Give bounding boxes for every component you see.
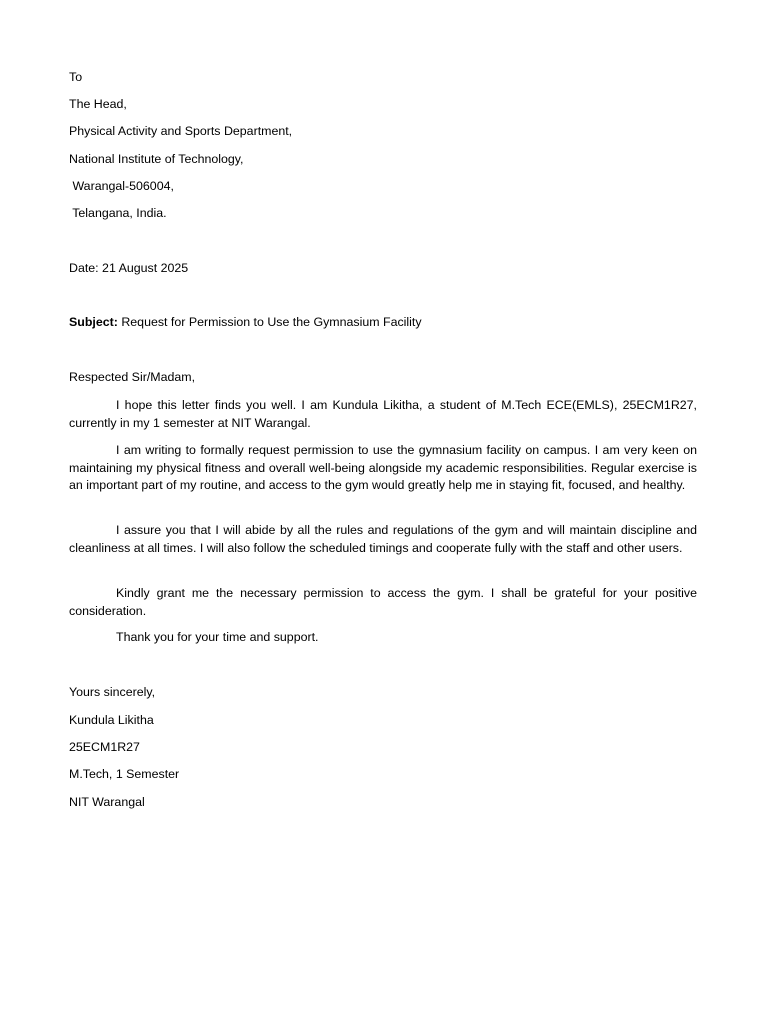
address-head: The Head,	[69, 97, 127, 111]
body-paragraph-4: Kindly grant me the necessary permission to access the gym. I shall be grateful for your positive consideration.	[69, 586, 697, 618]
salutation: Respected Sir/Madam,	[69, 370, 196, 384]
letter-date: Date: 21 August 2025	[69, 261, 189, 275]
body-paragraph-3: I assure you that I will abide by all the rules and regulations of the gym and will maintain discipline and cleanliness at all times. I will also follow the scheduled timings and cooperate fully with the staff and other users.	[69, 523, 697, 555]
address-to: To	[69, 70, 83, 84]
address-department: Physical Activity and Sports Department,	[69, 124, 293, 138]
signer-name: Kundula Likitha	[69, 713, 154, 727]
signer-roll-number: 25ECM1R27	[69, 740, 140, 754]
body-paragraph-5: Thank you for your time and support.	[116, 630, 319, 644]
body-paragraph-2: I am writing to formally request permission to use the gymnasium facility on campus. I am very keen on maintaining my physical fitness and overall well-being alongside my academic responsibilities. Regular exercise is an important part of my routine, and access to the gym would greatly help me in staying fit, focused, and healthy.	[69, 443, 697, 492]
valediction: Yours sincerely,	[69, 685, 156, 699]
subject-line	[69, 314, 422, 332]
body-paragraph-1: I hope this letter finds you well. I am Kundula Likitha, a student of M.Tech ECE(EMLS), 25ECM1R27, currently in my 1 semester at NIT Warangal.	[69, 398, 697, 430]
address-state: Telangana, India.	[69, 206, 167, 220]
signer-college: NIT Warangal	[69, 795, 145, 809]
subject-text: Request for Permission to Use the Gymnasium Facility	[117, 315, 422, 329]
subject-label: Subject:	[69, 315, 118, 329]
signer-program: M.Tech, 1 Semester	[69, 767, 180, 781]
address-institute: National Institute of Technology,	[69, 152, 244, 166]
address-city: Warangal-506004,	[69, 179, 174, 193]
